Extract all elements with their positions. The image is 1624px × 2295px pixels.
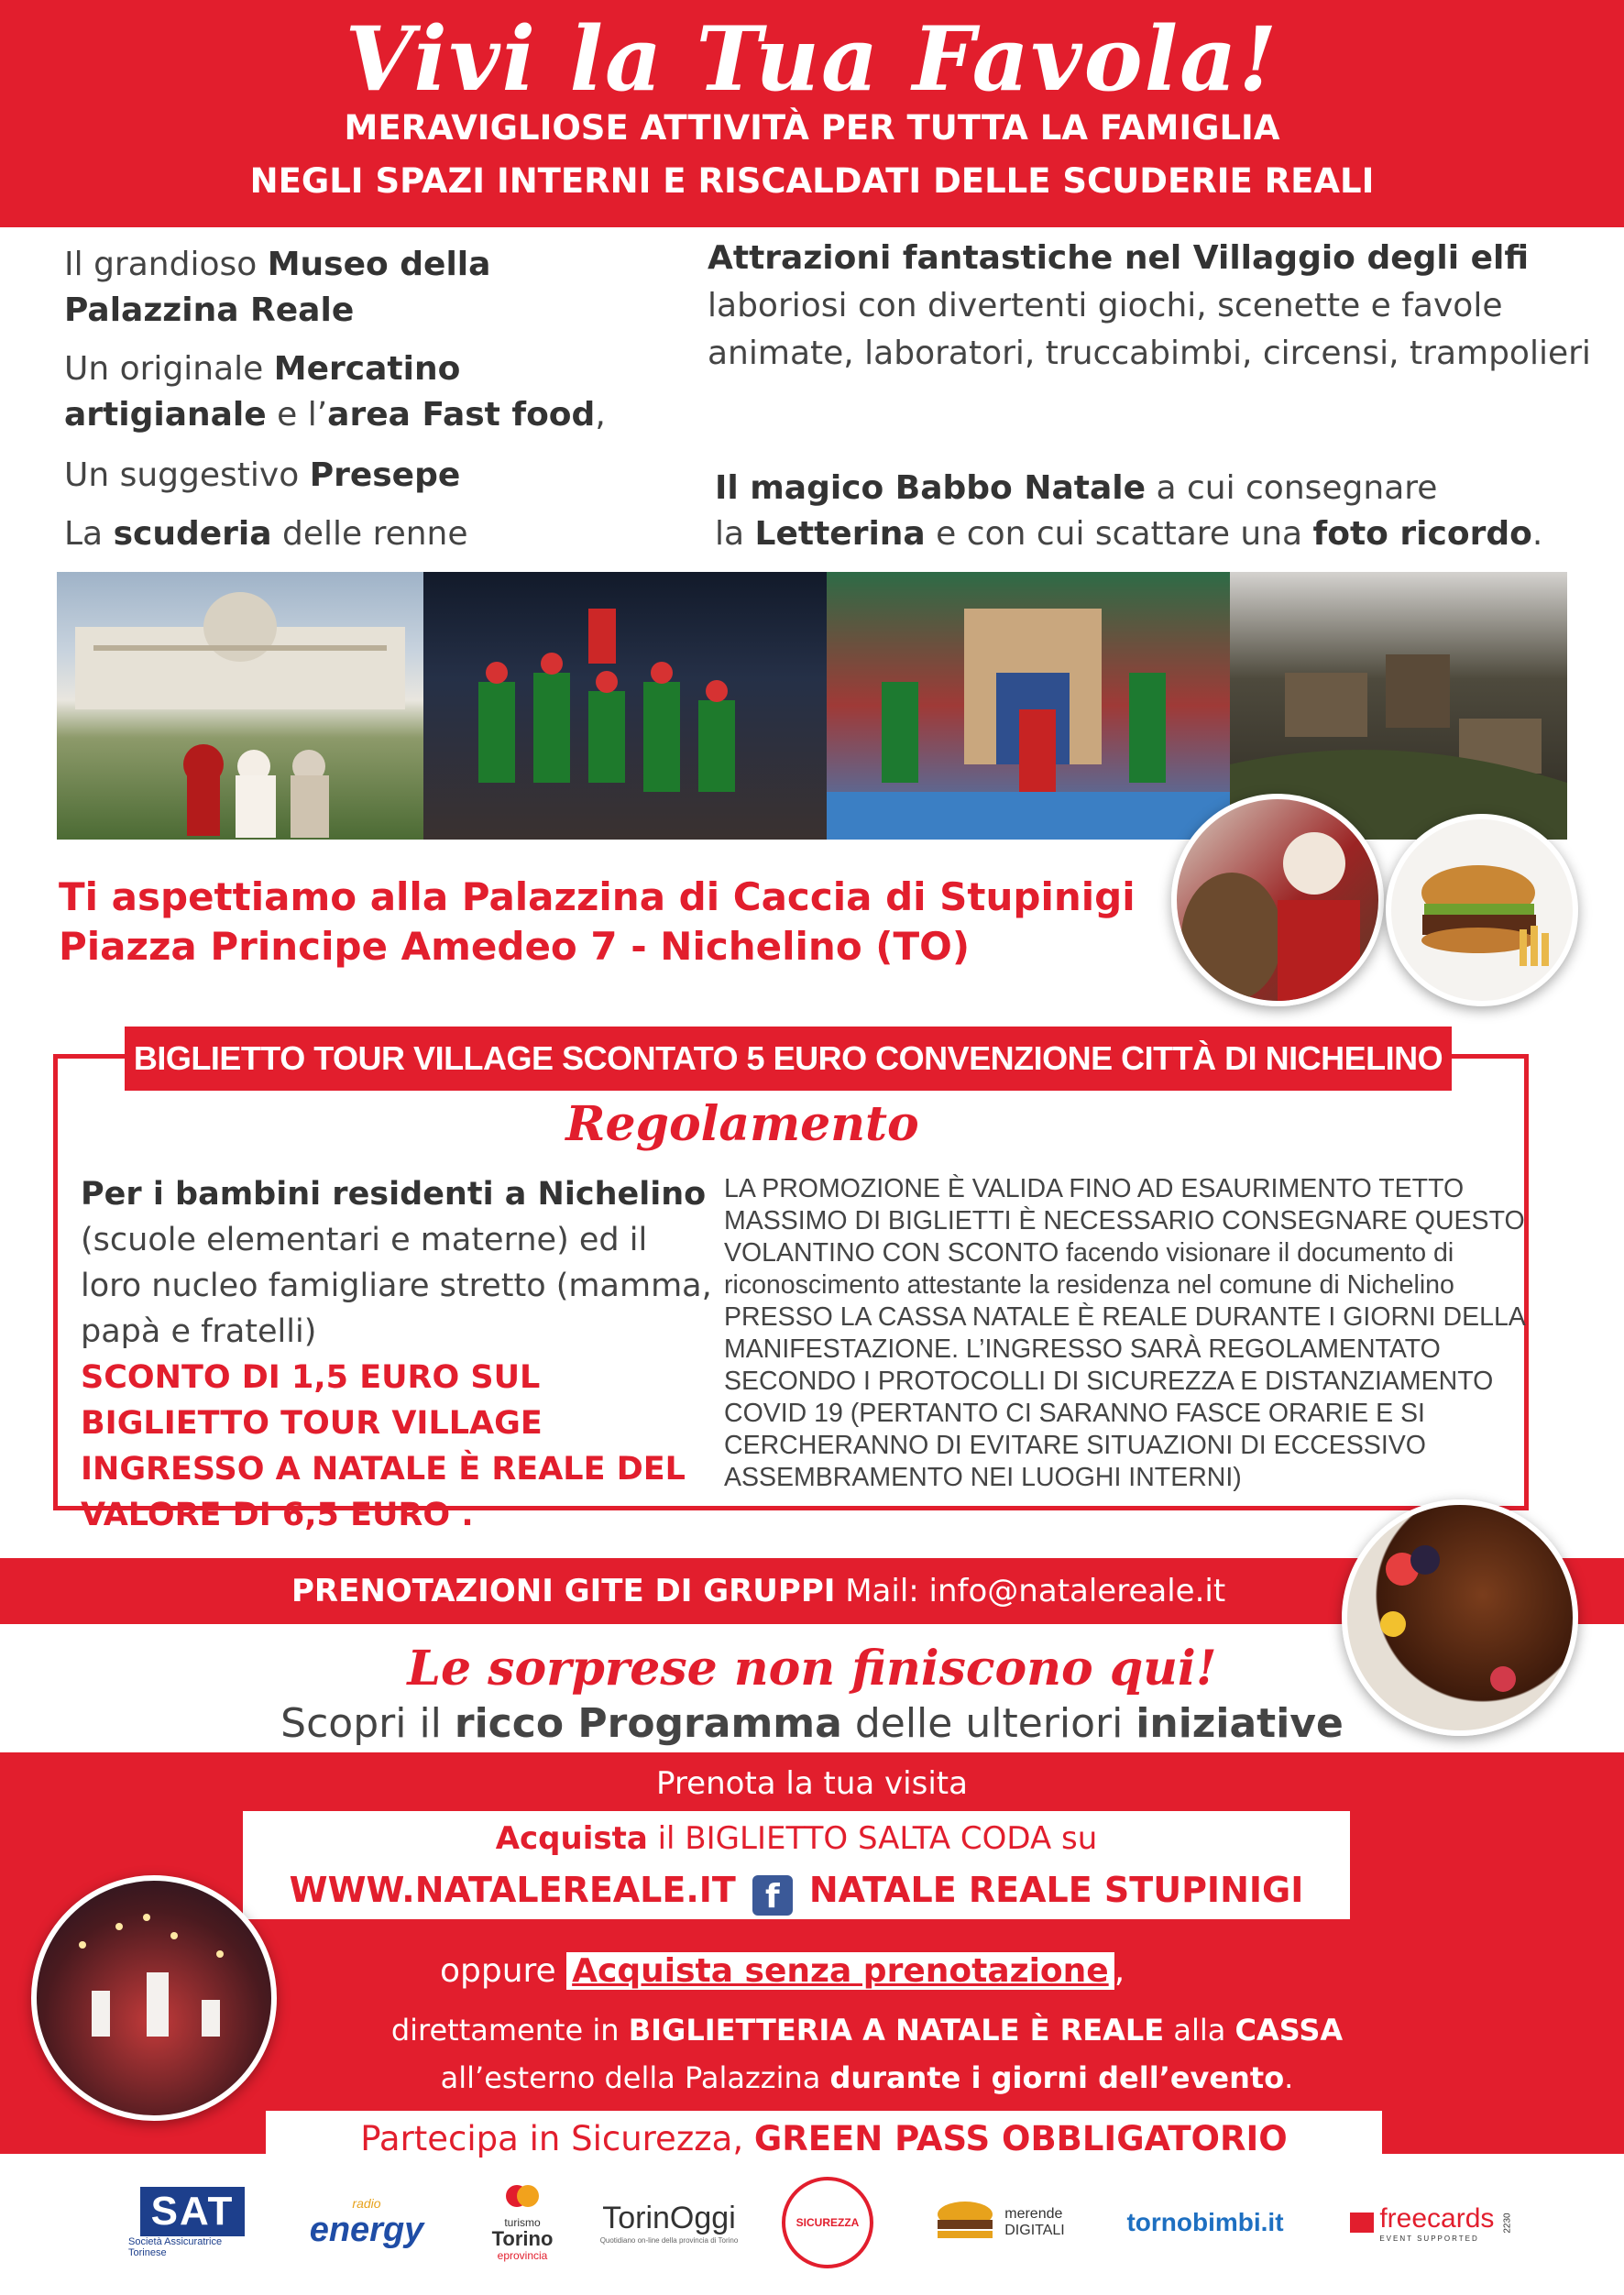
santa-reindeer-photo xyxy=(1171,794,1384,1006)
groups-label: PRENOTAZIONI GITE DI GRUPPI xyxy=(291,1573,836,1609)
address-block xyxy=(59,873,1136,972)
facebook-page-link[interactable]: NATALE REALE STUPINIGI xyxy=(808,1870,1304,1910)
page-title: Vivi la Tua Favola! xyxy=(345,7,1279,111)
palazzina-photo xyxy=(57,572,423,840)
oppure-line: oppure Acquista senza prenotazione , xyxy=(440,1952,1125,1990)
green-pass-text: Partecipa in Sicurezza, GREEN PASS OBBLIGATORIO xyxy=(360,2119,1288,2158)
turismo-torino-logo: turismo Torino eprovincia xyxy=(477,2172,568,2273)
ticket-banner: BIGLIETTO TOUR VILLAGE SCONTATO 5 EURO CONVENZIONE CITTÀ DI NICHELINO xyxy=(125,1027,1452,1091)
market-text: Un originale Mercatino artigianale e l’area Fast food, xyxy=(64,350,606,434)
sicurezza-logo: SICUREZZA xyxy=(777,2172,878,2273)
presepe-text: Un suggestivo Presepe xyxy=(64,456,461,494)
direct-line: direttamente in BIGLIETTERIA A NATALE È REALE alla CASSA xyxy=(390,2013,1344,2048)
rules-residents: Per i bambini residenti a Nichelino xyxy=(81,1176,707,1213)
surprise-title: Le sorprese non finiscono qui! xyxy=(407,1641,1217,1697)
groups-mail[interactable]: Mail: info@natalereale.it xyxy=(835,1573,1226,1609)
santa-text: Il magico Babbo Natale a cui consegnare la Letterina e con cui scattare una foto ricordo. xyxy=(715,469,1543,553)
prenota-text: Prenota la tua visita xyxy=(656,1765,968,1802)
rules-right-text: LA PROMOZIONE È VALIDA FINO AD ESAURIMENTO TETTO MASSIMO DI BIGLIETTI È NECESSARIO CONSEGNARE QUESTO VOLANTINO CON SCONTO facendo visionare il documento di riconoscimento attestante la residenza nel comune di Nichelino PRESSO LA CASSA NATALE È REALE DURANTE I GIORNI DELLA MANIFESTAZIONE. L’INGRESSO SARÀ REGOLAMENTATO SECONDO I PROTOCOLLI DI SICUREZZA E DISTANZIAMENTO COVID 19 (PERTANTO CI SARANNO FASCE ORARIE E SI CERCHERANNO DI EVITARE SITUAZIONI DI ECCESSIVO ASSEMBRAMENTO NEI LUOGHI INTERNI) xyxy=(724,1174,1525,1492)
burger-photo xyxy=(1386,814,1578,1006)
header-banner xyxy=(0,0,1624,227)
buy-no-booking-link[interactable]: Acquista senza prenotazione xyxy=(566,1952,1114,1990)
discover-text: Scopri il ricco Programma delle ulteriori iniziative xyxy=(280,1700,1344,1747)
website-line xyxy=(243,1870,1350,1916)
card-icon xyxy=(1350,2213,1374,2233)
subtitle-line1: MERAVIGLIOSE ATTIVITÀ PER TUTTA LA FAMIGLIA xyxy=(344,108,1280,148)
museum-text: Il grandioso Museo della Palazzina Reale xyxy=(64,246,491,329)
merende-digitali-logo: merende DIGITALI xyxy=(907,2172,1091,2273)
facebook-icon[interactable]: f xyxy=(752,1875,793,1916)
rules-left-text xyxy=(81,1171,713,1538)
website-link[interactable]: WWW.NATALEREALE.IT xyxy=(289,1870,736,1910)
attractions-text: Attrazioni fantastiche nel Villaggio degli elfi laboriosi con divertenti giochi, scenette e favole animate, laboratori, truccabimbi, circensi, trampolieri xyxy=(708,239,1591,372)
tornobimbi-logo: tornobimbi.it xyxy=(1126,2208,1284,2236)
rules-title: Regolamento xyxy=(565,1096,919,1152)
burger-icon xyxy=(933,2200,997,2246)
heart-balloon-icon xyxy=(504,2183,541,2216)
sat-logo: SAT Società Assicuratrice Torinese xyxy=(128,2172,257,2273)
address-line1: Ti aspettiamo alla Palazzina di Caccia di Stupinigi xyxy=(59,874,1136,919)
elves-photo xyxy=(423,572,827,840)
freecards-logo: freecards EVENT SUPPORTED 2230 xyxy=(1338,2172,1531,2273)
radio-energy-logo: radio energy xyxy=(309,2195,424,2249)
buy-line: Acquista il BIGLIETTO SALTA CODA su xyxy=(495,1820,1098,1857)
address-line2: Piazza Principe Amedeo 7 - Nichelino (TO) xyxy=(59,924,971,969)
outside-line: all’esterno della Palazzina durante i giorni dell’evento. xyxy=(440,2060,1294,2095)
torinoggi-logo: TorinOggi Quotidiano on-line della provincia di Torino xyxy=(599,2201,739,2245)
rules-family: (scuole elementari e materne) ed il loro nucleo famigliare stretto (mamma, papà e fratelli) xyxy=(81,1222,712,1350)
stable-text: La scuderia delle renne xyxy=(64,515,468,553)
sponsor-logos xyxy=(119,2172,1549,2282)
rules-discount: SCONTO DI 1,5 EURO SUL BIGLIETTO TOUR VILLAGE INGRESSO A NATALE È REALE DEL VALORE DI 6,5 EURO . xyxy=(81,1359,686,1533)
subtitle-line2: NEGLI SPAZI INTERNI E RISCALDATI DELLE SCUDERIE REALI xyxy=(249,161,1375,201)
santa-house-photo xyxy=(827,572,1230,840)
